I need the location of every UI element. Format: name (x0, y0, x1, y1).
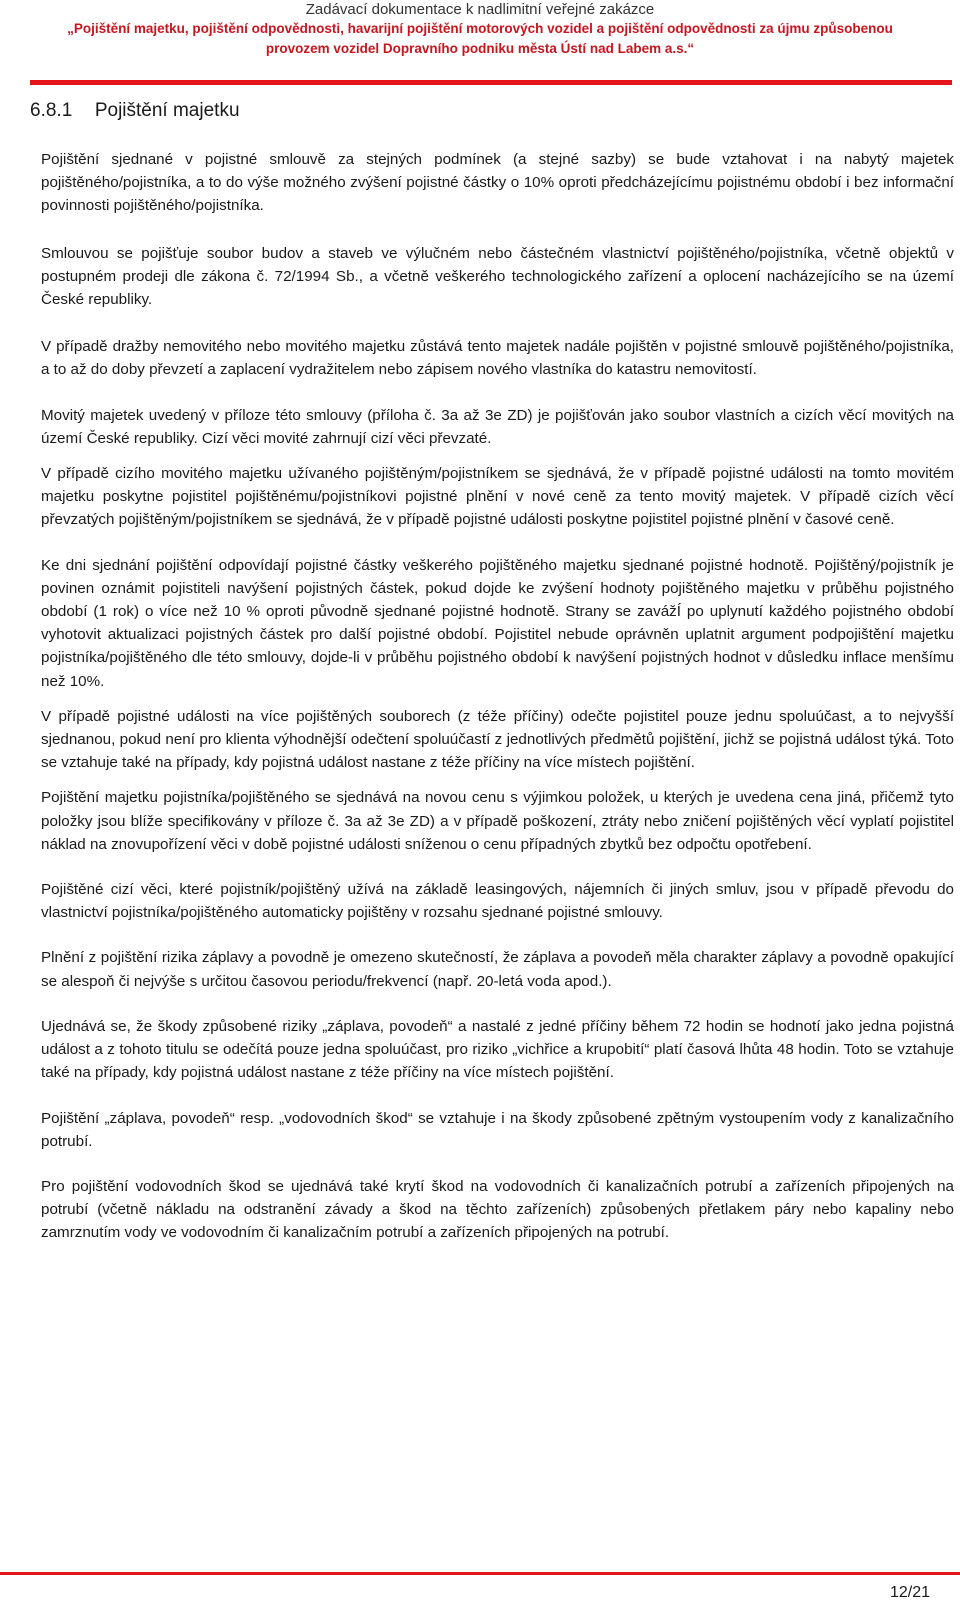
section-number: 6.8.1 (30, 100, 73, 121)
page-number: 12/21 (889, 1584, 930, 1601)
paragraph: V případě pojistné události na více pojištěných souborech (z téže příčiny) odečte pojistitel pouze jednu spoluúčast, a to nejvyšší sjednanou, pokud není pro klienta výhodnější odečtení spoluúčastí z jednotlivých předmětů pojištění, jichž se pojistná událost týká. Toto se vztahuje také na případy, kdy pojistná událost nastane z téže příčiny na více místech pojištění. (41, 707, 954, 772)
header-title: Zadávací dokumentace k nadlimitní veřejné zakázce (305, 1, 655, 18)
paragraph: Pojištění sjednané v pojistné smlouvě za stejných podmínek (a stejné sazby) se bude vztahovat i na nabytý majetek pojištěného/pojistníka, a to do výše možného zvýšení pojistné částky o 10% oproti předcházejícímu pojistnému období i bez informační povinnosti pojištěného/pojistníka. (41, 151, 954, 215)
paragraph: Pojištění majetku pojistníka/pojištěného se sjednává na novou cenu s výjimkou položek, u kterých je uvedena cena jiná, přičemž tyto položky jsou blíže specifikovány v příloze č. 3a až 3e ZD) a v případě poškození, ztráty nebo zničení pojištěných věcí vyplatí pojistitel náklad na znovupořízení věci v době pojistné události sníženou o cenu případných zbytků bez odpočtu opotřebení. (41, 789, 954, 853)
paragraph: Ujednává se, že škody způsobené riziky „záplava, povodeň“ a nastalé z jedné příčiny během 72 hodin se hodnotí jako jedna pojistná událost a z tohoto titulu se odečítá pouze jedna spoluúčast, pro riziko „vichřice a krupobití“ platí časová lhůta 48 hodin. Toto se vztahuje také na případy, kdy pojistná událost nastane z téže příčiny na více místech pojištění. (41, 1017, 954, 1082)
paragraph: Movitý majetek uvedený v příloze této smlouvy (příloha č. 3a až 3e ZD) je pojišťován jako soubor vlastních a cizích věcí movitých na území České republiky. Cizí věci movité zahrnují cizí věci převzaté. (41, 406, 954, 447)
header-subject-line-2: provozem vozidel Dopravního podniku města Ústí nad Labem a.s.“ (265, 41, 695, 56)
section-heading (30, 100, 240, 122)
section-body (41, 148, 954, 1245)
paragraph: Pojištěné cizí věci, které pojistník/pojištěný užívá na základě leasingových, nájemních či jiných smluv, jsou v případě převodu do vlastnictví pojistníka/pojištěného automaticky pojištěny v rozsahu sjednané pojistné smlouvy. (41, 881, 954, 922)
header-divider (30, 80, 952, 85)
paragraph: V případě dražby nemovitého nebo movitého majetku zůstává tento majetek nadále pojištěn v pojistné smlouvě pojištěného/pojistníka, a to až do doby převzetí a zaplacení vydražitelem nebo zápisem nového vlastníka do katastru nemovitostí. (41, 338, 954, 379)
paragraph: Pro pojištění vodovodních škod se ujednává také krytí škod na vodovodních či kanalizačních potrubí a zařízeních připojených na potrubí (včetně nákladu na odstranění závady a škod na těchto zařízeních) způsobených přetlakem páry nebo kapaliny nebo zamrznutím vody ve vodovodním či kanalizačním potrubí a zařízeních připojených na potrubí. (41, 1177, 954, 1242)
document-header (0, 0, 960, 59)
header-subject-line-1: „Pojištění majetku, pojištění odpovědnosti, havarijní pojištění motorových vozidel a pojištění odpovědnosti za újmu způsobenou (67, 21, 893, 36)
footer-divider (0, 1572, 960, 1575)
paragraph: Ke dni sjednání pojištění odpovídají pojistné částky veškerého pojištěného majetku sjednané pojistné hodnotě. Pojištěný/pojistník je povinen oznámit pojistiteli navýšení pojistných částek, pokud dojde ke zvýšení hodnoty pojištěného majetku v průběhu pojistného období (1 rok) o více než 10 % oproti původně sjednané pojistné hodnotě. Strany se zavážÍ po uplynutí každého pojistného období vyhotovit aktualizaci pojistných částek pro další pojistné období. Pojistitel nebude oprávněn uplatnit argument podpojištění majetku pojistníka/pojištěného dle této smlouvy, dojde-li v průběhu pojistného období k navýšení pojistných hodnot v důsledku inflace menšímu než 10%. (41, 556, 954, 690)
paragraph: Pojištění „záplava, povodeň“ resp. „vodovodních škod“ se vztahuje i na škody způsobené zpětným vystoupením vody z kanalizačního potrubí. (41, 1109, 954, 1150)
paragraph: Smlouvou se pojišťuje soubor budov a staveb ve výlučném nebo částečném vlastnictví pojištěného/pojistníka, včetně objektů v postupném prodeji dle zákona č. 72/1994 Sb., a včetně veškerého technologického zařízení a oplocení nacházejícího se na území České republiky. (41, 244, 954, 309)
section-title: Pojištění majetku (94, 100, 240, 121)
paragraph: V případě cizího movitého majetku užívaného pojištěným/pojistníkem se sjednává, že v případě pojistné události na tomto movitém majetku poskytne pojistitel pojištěnému/pojistníkovi pojistné plnění v nové ceně za tento movitý majetek. V případě cizích věcí převzatých pojištěným/pojistníkem se sjednává, že v případě pojistné události poskytne pojistitel pojistné plnění v časové ceně. (41, 465, 954, 529)
paragraph: Plnění z pojištění rizika záplavy a povodně je omezeno skutečností, že záplava a povodeň měla charakter záplavy a povodně opakující se alespoň či nejvýše s určitou časovou periodu/frekvencí (např. 20-letá voda apod.). (41, 949, 954, 990)
